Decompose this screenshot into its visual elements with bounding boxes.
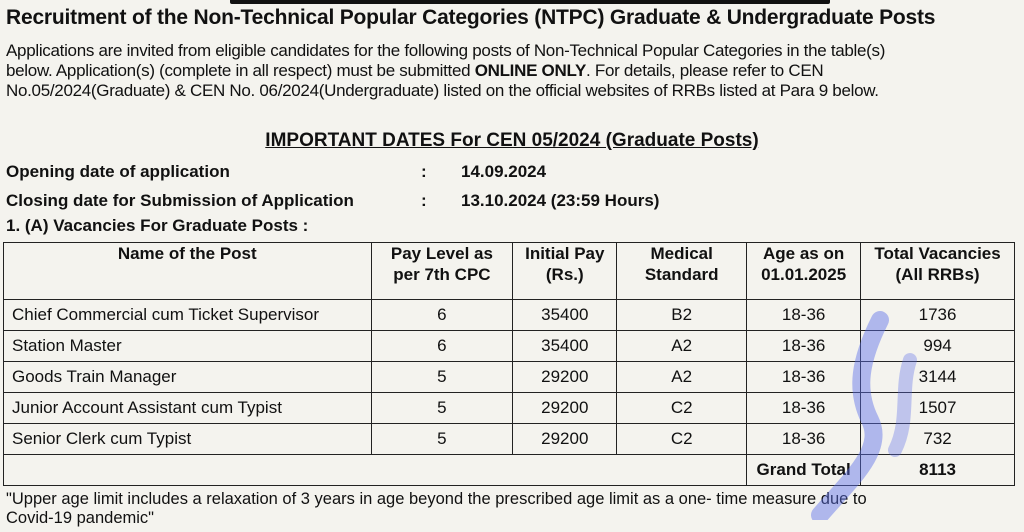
header-medical-line-2: Standard xyxy=(644,265,719,284)
pay-level: 6 xyxy=(371,331,513,362)
header-name-of-post xyxy=(4,243,372,300)
initial-pay: 29200 xyxy=(513,362,617,393)
closing-date-value: 13.10.2024 (23:59 Hours) xyxy=(461,191,660,210)
intro-line-3: No.05/2024(Graduate) & CEN No. 06/2024(Undergraduate) listed on the official websites of RRBs listed at Para 9 below. xyxy=(6,81,879,100)
header-initial-pay-line-2: (Rs.) xyxy=(545,265,584,284)
header-initial-pay xyxy=(513,243,617,300)
table-row xyxy=(4,393,1015,424)
header-age-line-1: Age as on xyxy=(762,244,845,263)
post-name: Station Master xyxy=(4,331,372,362)
vacancies-table xyxy=(3,242,1015,486)
header-pay-level-line-1: Pay Level as xyxy=(390,244,493,263)
age-range: 18-36 xyxy=(747,331,861,362)
footnote-line-2: Covid-19 pandemic" xyxy=(6,509,155,527)
initial-pay: 35400 xyxy=(513,331,617,362)
post-name: Senior Clerk cum Typist xyxy=(4,424,372,455)
header-age xyxy=(747,243,861,300)
medical-standard: B2 xyxy=(617,300,747,331)
header-pay-level-line-2: per 7th CPC xyxy=(393,265,491,284)
total-vacancies: 3144 xyxy=(861,362,1015,393)
pay-level: 6 xyxy=(371,300,513,331)
table-row xyxy=(4,300,1015,331)
header-pay-level xyxy=(371,243,513,300)
table-header-row xyxy=(4,243,1015,300)
initial-pay: 29200 xyxy=(513,424,617,455)
post-name: Chief Commercial cum Ticket Supervisor xyxy=(4,300,372,331)
closing-date-label: Closing date for Submission of Application xyxy=(6,191,354,210)
table-row xyxy=(4,362,1015,393)
intro-line-1: Applications are invited from eligible candidates for the following posts of Non-Technical Popular Categories in the table(s) xyxy=(6,41,886,60)
post-name: Junior Account Assistant cum Typist xyxy=(4,393,372,424)
header-total-line-1: Total Vacancies xyxy=(874,244,1001,263)
important-dates-title: IMPORTANT DATES For CEN 05/2024 (Graduate Posts) xyxy=(265,130,759,151)
total-vacancies: 1507 xyxy=(861,393,1015,424)
grand-total-spacer xyxy=(4,455,747,486)
grand-total-row xyxy=(4,455,1015,486)
age-range: 18-36 xyxy=(747,362,861,393)
post-name: Goods Train Manager xyxy=(4,362,372,393)
opening-date-value: 14.09.2024 xyxy=(461,162,547,181)
opening-date-separator: : xyxy=(421,162,427,181)
age-range: 18-36 xyxy=(747,424,861,455)
medical-standard: C2 xyxy=(617,424,747,455)
intro-paragraph xyxy=(6,41,1018,101)
footnote xyxy=(6,490,1018,528)
opening-date-label: Opening date of application xyxy=(6,162,230,181)
header-initial-pay-line-1: Initial Pay xyxy=(525,244,605,263)
header-total-line-2: (All RRBs) xyxy=(895,265,980,284)
header-medical-standard xyxy=(617,243,747,300)
online-only-emphasis: ONLINE ONLY xyxy=(474,61,587,80)
vacancies-title: 1. (A) Vacancies For Graduate Posts : xyxy=(6,216,309,235)
closing-date-separator: : xyxy=(421,191,427,210)
medical-standard: A2 xyxy=(617,331,747,362)
medical-standard: C2 xyxy=(617,393,747,424)
intro-line-2 xyxy=(6,61,1018,81)
age-range: 18-36 xyxy=(747,300,861,331)
grand-total-label: Grand Total xyxy=(747,455,861,486)
medical-standard: A2 xyxy=(617,362,747,393)
notice-heading: Recruitment of the Non-Technical Popular Categories (NTPC) Graduate & Undergraduate Posts xyxy=(6,6,936,29)
intro-line-2-start: below. Application(s) (complete in all respect) must be submitted xyxy=(6,61,475,80)
initial-pay: 29200 xyxy=(513,393,617,424)
table-row xyxy=(4,424,1015,455)
initial-pay: 35400 xyxy=(513,300,617,331)
total-vacancies: 1736 xyxy=(861,300,1015,331)
footnote-line-1: "Upper age limit includes a relaxation of 3 years in age beyond the prescribed age limit as a one- time measure due to xyxy=(6,490,867,508)
grand-total-value: 8113 xyxy=(861,455,1015,486)
header-name-text: Name of the Post xyxy=(117,244,257,263)
total-vacancies: 994 xyxy=(861,331,1015,362)
header-medical-line-1: Medical xyxy=(650,244,713,263)
header-age-line-2: 01.01.2025 xyxy=(761,265,847,284)
pay-level: 5 xyxy=(371,393,513,424)
total-vacancies: 732 xyxy=(861,424,1015,455)
pay-level: 5 xyxy=(371,424,513,455)
age-range: 18-36 xyxy=(747,393,861,424)
intro-line-2-end: . For details, please refer to CEN xyxy=(586,61,824,80)
notice-banner-fragment xyxy=(230,0,830,4)
header-total-vacancies xyxy=(861,243,1015,300)
pay-level: 5 xyxy=(371,362,513,393)
table-row xyxy=(4,331,1015,362)
